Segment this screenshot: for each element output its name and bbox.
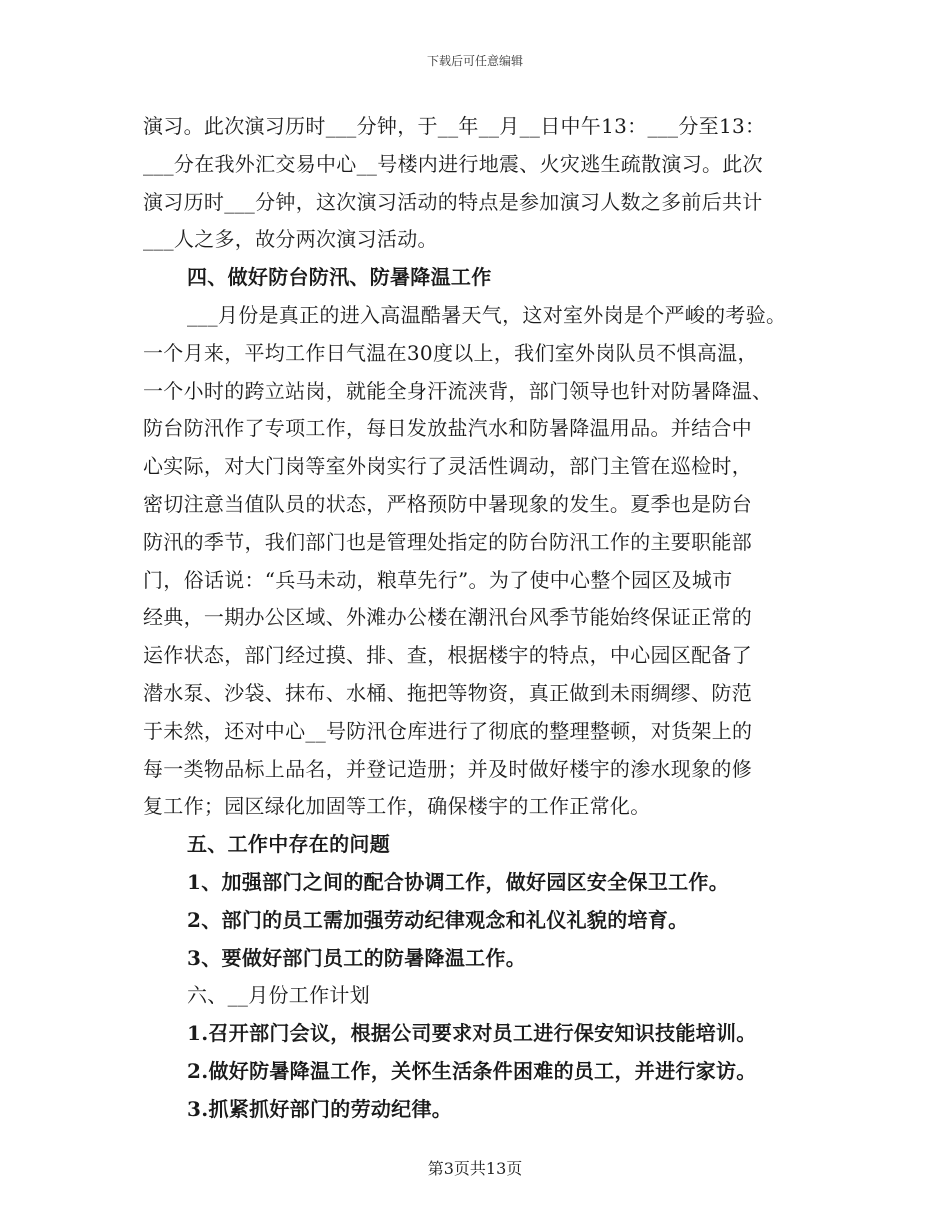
paragraph-line: 演习。此次演习历时___分钟，于__年__月__日中午13：___分至13： [143, 114, 766, 138]
paragraph-line: 防台防汛作了专项工作，每日发放盐汽水和防暑降温用品。并结合中 [143, 416, 752, 441]
section-heading-line: 3.抓紧抓好部门的劳动纪律。 [187, 1096, 453, 1121]
section-heading-line: 五、工作中存在的问题 [187, 832, 390, 857]
paragraph-line: 复工作；园区绿化加固等工作，确保楼宇的工作正常化。 [143, 794, 651, 819]
paragraph-line: 一个小时的跨立站岗，就能全身汗流浃背，部门领导也针对防暑降温、 [143, 378, 773, 403]
page-footer: 第3页共13页 [427, 1159, 523, 1178]
paragraph-line: ___分在我外汇交易中心__号楼内进行地震、火灾逃生疏散演习。此次 [143, 151, 763, 176]
paragraph-line: ___月份是真正的进入高温酷暑天气，这对室外岗是个严峻的考验。 [187, 302, 787, 327]
paragraph-line: 演习历时___分钟，这次演习活动的特点是参加演习人数之多前后共计 [143, 189, 763, 214]
section-heading-line: 1、加强部门之间的配合协调工作，做好园区安全保卫工作。 [187, 869, 730, 894]
paragraph-line: ___人之多，故分两次演习活动。 [143, 227, 438, 252]
paragraph-line: 一个月来，平均工作日气温在30度以上，我们室外岗队员不惧高温， [143, 340, 758, 365]
paragraph-line: 门，俗话说：“兵马未动，粮草先行”。为了使中心整个园区及城市 [143, 567, 733, 592]
paragraph-line: 潜水泵、沙袋、抹布、水桶、拖把等物资，真正做到未雨绸缪、防范 [143, 680, 752, 705]
page-header: 下载后可任意编辑 [426, 54, 523, 68]
section-heading-line: 3、要做好部门员工的防暑降温工作。 [187, 945, 527, 970]
paragraph-line: 密切注意当值队员的状态，严格预防中暑现象的发生。夏季也是防台 [143, 491, 752, 516]
section-heading-line: 四、做好防台防汛、防暑降温工作 [187, 265, 492, 290]
paragraph-line: 运作状态，部门经过摸、排、查，根据楼宇的特点，中心园区配备了 [143, 643, 752, 668]
paragraph-line: 六、__月份工作计划 [187, 983, 370, 1008]
paragraph-line: 每一类物品标上品名，并登记造册；并及时做好楼宇的渗水现象的修 [143, 756, 752, 781]
paragraph-line: 于未然，还对中心__号防汛仓库进行了彻底的整理整顿，对货架上的 [143, 718, 753, 743]
paragraph-line: 心实际，对大门岗等室外岗实行了灵活性调动，部门主管在巡检时， [143, 454, 752, 479]
section-heading-line: 1.召开部门会议，根据公司要求对员工进行保安知识技能培训。 [187, 1021, 757, 1046]
document-body [143, 108, 833, 1129]
paragraph-line: 防汛的季节，我们部门也是管理处指定的防台防汛工作的主要职能部 [143, 529, 752, 554]
paragraph-line: 经典，一期办公区域、外滩办公楼在潮汛台风季节能始终保证正常的 [143, 605, 752, 630]
section-heading-line: 2、部门的员工需加强劳动纪律观念和礼仪礼貌的培育。 [187, 907, 689, 932]
section-heading-line: 2.做好防暑降温工作，关怀生活条件困难的员工，并进行家访。 [187, 1058, 757, 1083]
